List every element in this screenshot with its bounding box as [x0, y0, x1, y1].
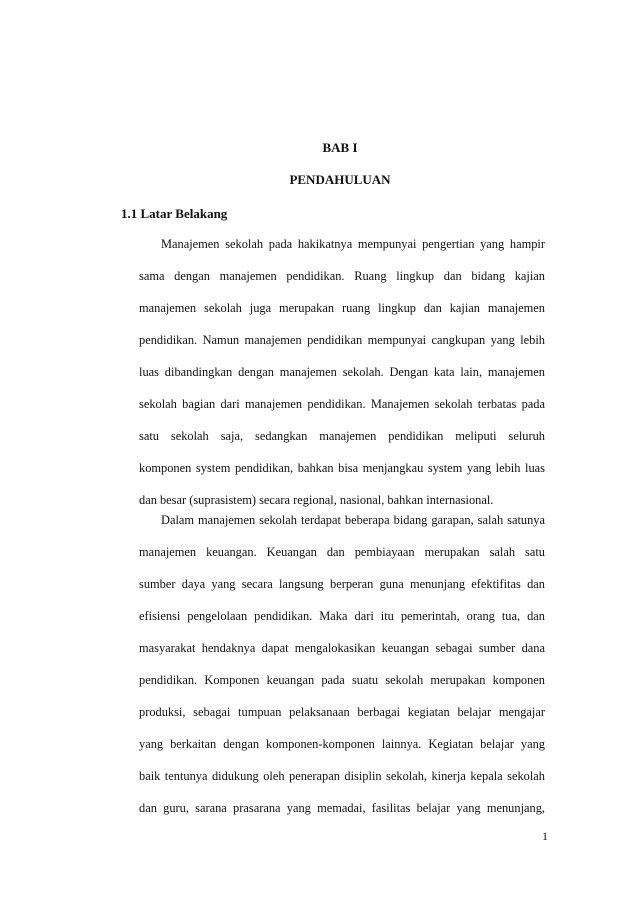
- paragraph-line: baik tentunya didukung oleh penerapan disiplin sekolah, kinerja kepala sekolah: [139, 769, 545, 783]
- paragraph-line: komponen system pendidikan, bahkan bisa menjangkau system yang lebih luas: [139, 461, 545, 475]
- chapter-label: BAB I: [322, 140, 358, 155]
- paragraph-line: efisiensi pengelolaan pendidikan. Maka dari itu pemerintah, orang tua, dan: [139, 609, 545, 623]
- paragraph-2: [139, 512, 545, 832]
- paragraph-line: pendidikan. Komponen keuangan pada suatu sekolah merupakan komponen: [139, 673, 545, 687]
- paragraph-line: satu sekolah saja, sedangkan manajemen pendidikan meliputi seluruh: [139, 429, 545, 443]
- paragraph-line: masyarakat hendaknya dapat mengalokasikan keuangan sebagai sumber dana: [139, 641, 545, 655]
- paragraph-line: dan besar (suprasistem) secara regional, nasional, bahkan internasional.: [139, 493, 494, 507]
- paragraph-line: manajemen keuangan. Keuangan dan pembiayaan merupakan salah satu: [139, 545, 545, 559]
- page-number: 1: [542, 829, 548, 843]
- paragraph-line: dan guru, sarana prasarana yang memadai, fasilitas belajar yang menunjang,: [139, 801, 545, 815]
- paragraph-line: sama dengan manajemen pendidikan. Ruang lingkup dan bidang kajian: [139, 269, 545, 283]
- paragraph-1: [139, 236, 545, 524]
- paragraph-line: manajemen sekolah juga merupakan ruang lingkup dan kajian manajemen: [139, 301, 545, 315]
- section-title: 1.1 Latar Belakang: [121, 206, 228, 221]
- paragraph-line: Dalam manajemen sekolah terdapat beberapa bidang garapan, salah satunya: [161, 513, 545, 527]
- paragraph-line: yang berkaitan dengan komponen-komponen lainnya. Kegiatan belajar yang: [139, 737, 545, 751]
- paragraph-line: sekolah bagian dari manajemen pendidikan. Manajemen sekolah terbatas pada: [139, 397, 545, 411]
- paragraph-line: pendidikan. Namun manajemen pendidikan mempunyai cangkupan yang lebih: [139, 333, 545, 347]
- paragraph-line: Manajemen sekolah pada hakikatnya mempunyai pengertian yang hampir: [161, 237, 545, 251]
- paragraph-line: produksi, sebagai tumpuan pelaksanaan berbagai kegiatan belajar mengajar: [139, 705, 545, 719]
- paragraph-line: sumber daya yang secara langsung berperan guna menunjang efektifitas dan: [139, 577, 545, 591]
- paragraph-line: luas dibandingkan dengan manajemen sekolah. Dengan kata lain, manajemen: [139, 365, 545, 379]
- chapter-title: PENDAHULUAN: [289, 172, 391, 187]
